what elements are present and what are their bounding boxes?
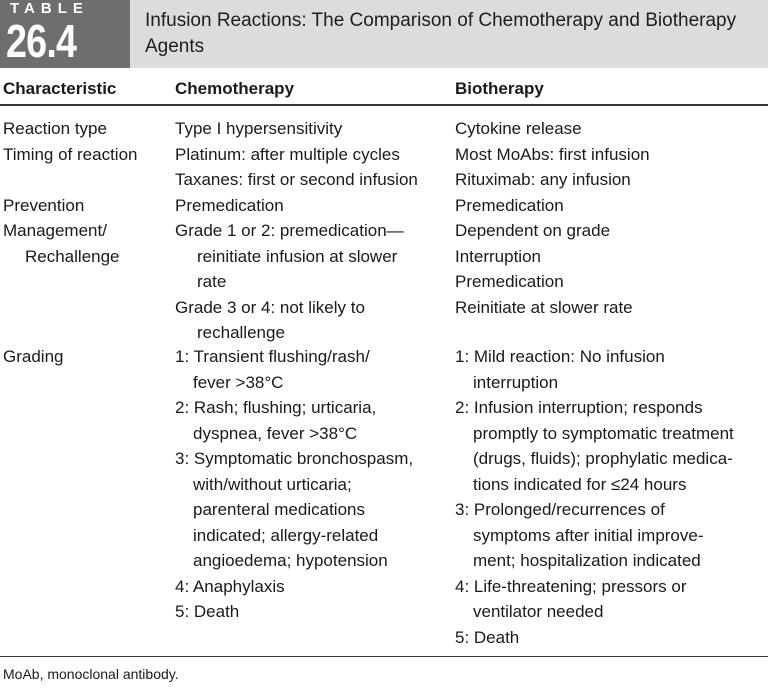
row-label-management: Management/ Rechallenge — [3, 221, 120, 266]
row-label-timing: Timing of reaction — [3, 144, 138, 164]
cell-bio-management: Dependent on grade Interruption Premedication Reinitiate at slower rate — [455, 221, 633, 317]
cell-chemo-grading: 1: Transient flushing/rash/ fever >38°C 2: Rash; flushing; urticaria, dyspnea, fever >38°C 3: Symptomatic bronchospasm, with/without urticaria; parenteral medications indicated; allergy-related angioedema; hypotension 4: Anaphylaxis 5: Death — [175, 347, 414, 621]
cell-bio-grading: 1: Mild reaction: No infusion interruption 2: Infusion interruption; responds promptly to symptomatic treatment (drugs, fluids); prophylatic medica- tions indicated for ≤24 hours 3: Prolonged/recurrences of symptoms after initial improve- ment; hospitalization indicated 4: Life-threatening; pressors or ventilator needed 5: Death — [455, 347, 734, 647]
cell-chemo-reaction-type: Type I hypersensitivity — [175, 119, 343, 138]
column-header-characteristic: Characteristic — [3, 79, 117, 98]
header-rule — [0, 104, 768, 106]
table-footnote: MoAb, monoclonal antibody. — [3, 666, 179, 682]
cell-chemo-management: Grade 1 or 2: premedication— reinitiate infusion at slower rate Grade 3 or 4: not likely to rechallenge — [175, 221, 404, 342]
table-badge-number: 26.4 — [6, 15, 77, 67]
table-header-band — [0, 0, 768, 68]
table-title: Infusion Reactions: The Comparison of Chemotherapy and Biotherapy Agents — [145, 10, 737, 57]
table-badge-word: TABLE — [10, 0, 89, 17]
bottom-rule — [0, 656, 768, 657]
row-label-prevention: Prevention — [3, 195, 85, 215]
row-label-reaction-type: Reaction type — [3, 119, 107, 138]
row-label-grading: Grading — [3, 347, 64, 366]
table-number-badge — [0, 0, 130, 68]
cell-chemo-prevention: Premedication — [175, 195, 284, 215]
column-header-biotherapy: Biotherapy — [455, 79, 544, 98]
cell-bio-reaction-type: Cytokine release — [455, 119, 582, 138]
cell-bio-prevention: Premedication — [455, 195, 564, 215]
cell-chemo-timing: Platinum: after multiple cycles Taxanes: first or second infusion — [175, 144, 418, 189]
column-header-chemotherapy: Chemotherapy — [175, 79, 295, 98]
cell-bio-timing: Most MoAbs: first infusion Rituximab: any infusion — [455, 144, 650, 189]
